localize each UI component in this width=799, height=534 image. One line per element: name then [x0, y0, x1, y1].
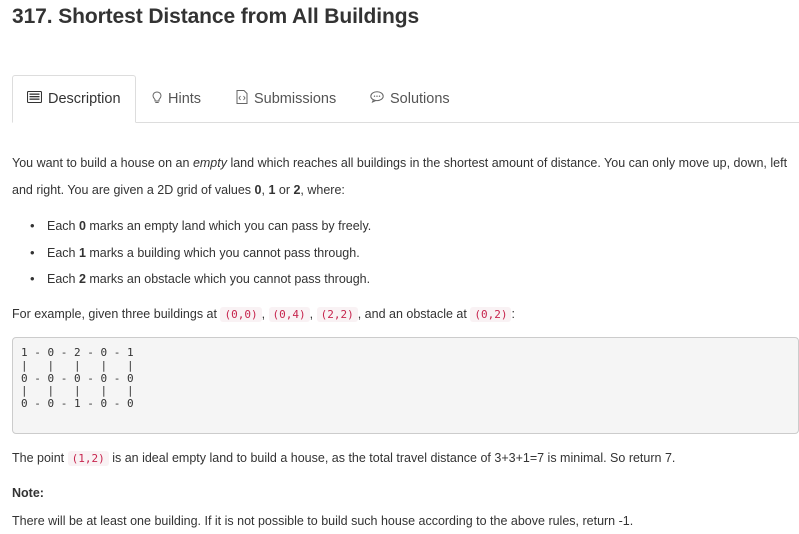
- list-item-text: Each: [47, 245, 79, 260]
- list-item: [30, 217, 371, 244]
- example-sentence: [12, 305, 515, 324]
- tab-submissions-label: Submissions: [254, 91, 337, 107]
- page-title: 317. Shortest Distance from All Buildings: [12, 5, 420, 28]
- example-grid-code-block: 1 - 0 - 2 - 0 - 1 | | | | | 0 - 0 - 0 - 0 - 0 | | | | | 0 - 0 - 1 - 0 - 0: [12, 337, 799, 434]
- tab-submissions[interactable]: [236, 75, 336, 123]
- example-text: For example, given three buildings at: [12, 307, 221, 321]
- tab-hints[interactable]: [152, 75, 201, 123]
- value-two: 2: [293, 183, 301, 197]
- list-item-value: 1: [78, 245, 86, 260]
- list-item-value: 0: [78, 219, 86, 233]
- description-intro-line2: [12, 181, 345, 199]
- list-item-text: marks an obstacle which you cannot pass through.: [85, 272, 371, 286]
- tab-solutions-label: Solutions: [390, 91, 450, 107]
- inline-code: (0,2): [470, 307, 511, 322]
- list-item-text: marks a building which you cannot pass through.: [85, 245, 360, 260]
- tab-bar: [12, 75, 799, 123]
- tab-description-label: Description: [48, 91, 121, 107]
- inline-code: (1,2): [68, 451, 109, 466]
- value-zero: 0: [254, 183, 262, 197]
- list-item: [30, 270, 371, 297]
- intro-text: ,: [261, 183, 269, 197]
- intro-text: You want to build a house on an: [12, 156, 193, 170]
- inline-code: (0,0): [220, 307, 261, 322]
- value-one: 1: [268, 183, 276, 197]
- example-text: :: [511, 307, 515, 321]
- intro-text: land which reaches all buildings in the shortest amount of distance. You can only move up, down, left: [226, 156, 788, 170]
- answer-text: The point: [12, 451, 68, 465]
- answer-text: is an ideal empty land to build a house, as the total travel distance of 3+3+1=7 is minimal. So return 7.: [108, 451, 676, 465]
- description-icon: [27, 91, 42, 107]
- note-text: There will be at least one building. If it is not possible to build such house according to the above rules, return -1.: [12, 514, 634, 528]
- example-text: ,: [309, 307, 317, 321]
- note-heading: Note:: [12, 486, 44, 500]
- list-item-text: Each: [47, 272, 79, 286]
- example-text: ,: [261, 307, 269, 321]
- intro-text: , where:: [300, 183, 345, 197]
- example-text: , and an obstacle at: [357, 307, 471, 321]
- list-item: [30, 244, 371, 271]
- code-file-icon: [236, 90, 248, 108]
- inline-code: (0,4): [269, 307, 310, 322]
- intro-emphasis: empty: [192, 156, 227, 170]
- list-item-text: marks an empty land which you can pass by freely.: [85, 219, 372, 233]
- list-item-text: Each: [47, 219, 79, 233]
- description-intro-line1: [12, 154, 787, 172]
- list-item-value: 2: [78, 272, 86, 286]
- lightbulb-icon: [152, 91, 162, 108]
- tab-description[interactable]: [12, 75, 136, 123]
- inline-code: (2,2): [317, 307, 358, 322]
- tab-hints-label: Hints: [168, 91, 202, 107]
- intro-text: and right. You are given a 2D grid of values: [12, 183, 255, 197]
- answer-sentence: [12, 449, 675, 468]
- chat-bubble-icon: [370, 91, 384, 107]
- tab-solutions[interactable]: [370, 75, 450, 123]
- grid-value-list: [30, 217, 371, 297]
- intro-text: or: [275, 183, 294, 197]
